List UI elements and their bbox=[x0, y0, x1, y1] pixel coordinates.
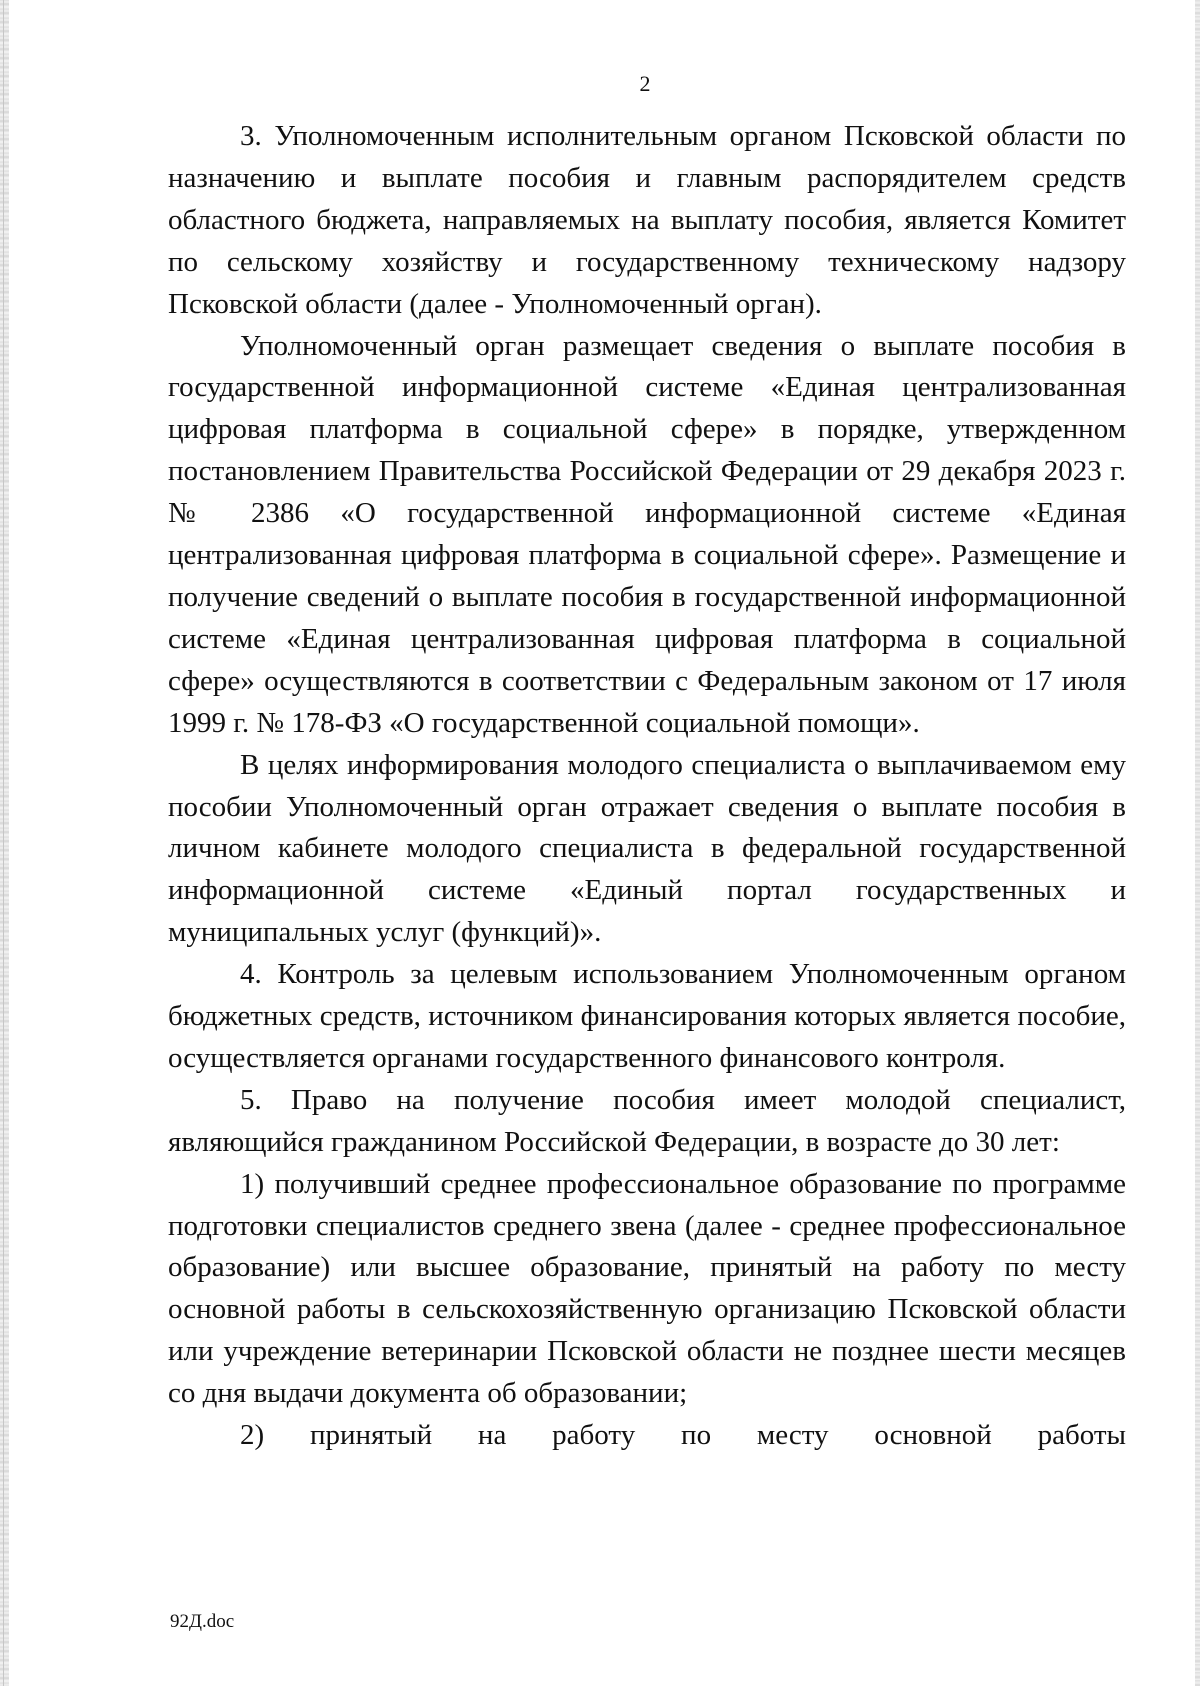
footer-file-name: 92Д.doc bbox=[170, 1611, 235, 1632]
page-number: 2 bbox=[639, 71, 651, 96]
scan-edge-right bbox=[1195, 0, 1200, 1686]
paragraph-authorized-body-info: Уполномоченный орган размещает сведения о выплате пособия в государственной информационной системе «Единая централизованная цифровая платформа в социальной сфере» в порядке, утвержденном постановлением Правительства Российской Федерации от 29 декабря 2023 г. № 2386 «О государственной информационной системе «Единая централизованная цифровая платформа в социальной сфере». Размещение и получение сведений о выплате пособия в государственной информационной системе «Единая централизованная цифровая платформа в социальной сфере» осуществляются в соответствии с Федеральным законом от 17 июля 1999 г. № 178-ФЗ «О государственной социальной помощи». bbox=[168, 329, 1126, 739]
paragraph-item-5: 5. Право на получение пособия имеет молодой специалист, являющийся гражданином Российской Федерации, в возрасте до 30 лет: bbox=[168, 1083, 1126, 1158]
paragraph-subitem-2: 2) принятый на работу по месту основной работы bbox=[240, 1419, 1126, 1452]
document-body bbox=[168, 116, 1126, 1457]
paragraph-informing: В целях информирования молодого специалиста о выплачиваемом ему пособии Уполномоченный орган отражает сведения о выплате пособия в личном кабинете молодого специалиста в федеральной государственной информационной системе «Единый портал государственных и муниципальных услуг (функций)». bbox=[168, 748, 1126, 949]
scan-edge-left bbox=[0, 0, 9, 1686]
paragraph-subitem-1: 1) получивший среднее профессиональное образование по программе подготовки специалистов среднего звена (далее - среднее профессиональное образование) или высшее образование, принятый на работу по месту основной работы в сельскохозяйственную организацию Псковской области или учреждение ветеринарии Псковской области не позднее шести месяцев со дня выдачи документа об образовании; bbox=[168, 1167, 1126, 1410]
paragraph-item-4: 4. Контроль за целевым использованием Уполномоченным органом бюджетных средств, источником финансирования которых является пособие, осуществляется органами государственного финансового контроля. bbox=[168, 958, 1126, 1074]
paragraph-item-3: 3. Уполномоченным исполнительным органом Псковской области по назначению и выплате пособия и главным распорядителем средств областного бюджета, направляемых на выплату пособия, является Комитет по сельскому хозяйству и государственному техническому надзору Псковской области (далее - Уполномоченный орган). bbox=[168, 120, 1126, 320]
